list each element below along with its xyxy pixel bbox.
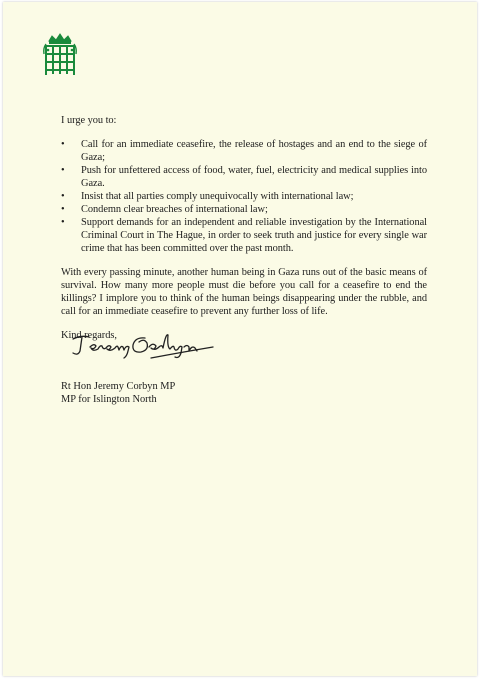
demands-list (61, 138, 427, 255)
demand-text: Insist that all parties comply unequivocally with international law; (81, 191, 354, 202)
demand-text: Push for unfettered access of food, water, fuel, electricity and medical supplies into Gaza. (81, 165, 427, 189)
list-item (61, 216, 427, 255)
letter-page (3, 2, 477, 676)
bullet-icon: • (61, 139, 65, 150)
letter-paragraph: With every passing minute, another human being in Gaza runs out of the basic means of survival. How many more people must die before you call for a ceasefire to end the killings? I implore you to think of the human beings disappearing under the rubble, and call for an immediate ceasefire to prevent any further loss of life. (61, 267, 427, 317)
signature-image (63, 325, 223, 367)
letter-closing: Kind regards, (61, 330, 117, 341)
bullet-icon: • (61, 191, 65, 202)
bullet-icon: • (61, 217, 65, 228)
list-item (61, 190, 427, 203)
letter-intro: I urge you to: (61, 115, 117, 126)
demand-text: Call for an immediate ceasefire, the release of hostages and an end to the siege of Gaza; (81, 139, 427, 163)
list-item (61, 164, 427, 190)
demand-text: Support demands for an independent and reliable investigation by the International Criminal Court in The Hague, in order to seek truth and justice for every single war crime that has been committed over the past month. (81, 217, 427, 254)
bullet-icon: • (61, 204, 65, 215)
bullet-icon: • (61, 165, 65, 176)
demand-text: Condemn clear breaches of international law; (81, 204, 268, 215)
letter-body (61, 114, 427, 342)
signoff-title: MP for Islington North (61, 394, 157, 405)
signoff-name: Rt Hon Jeremy Corbyn MP (61, 381, 176, 392)
portcullis-icon (40, 32, 80, 78)
list-item (61, 138, 427, 164)
list-item (61, 203, 427, 216)
signoff-block (61, 380, 175, 406)
